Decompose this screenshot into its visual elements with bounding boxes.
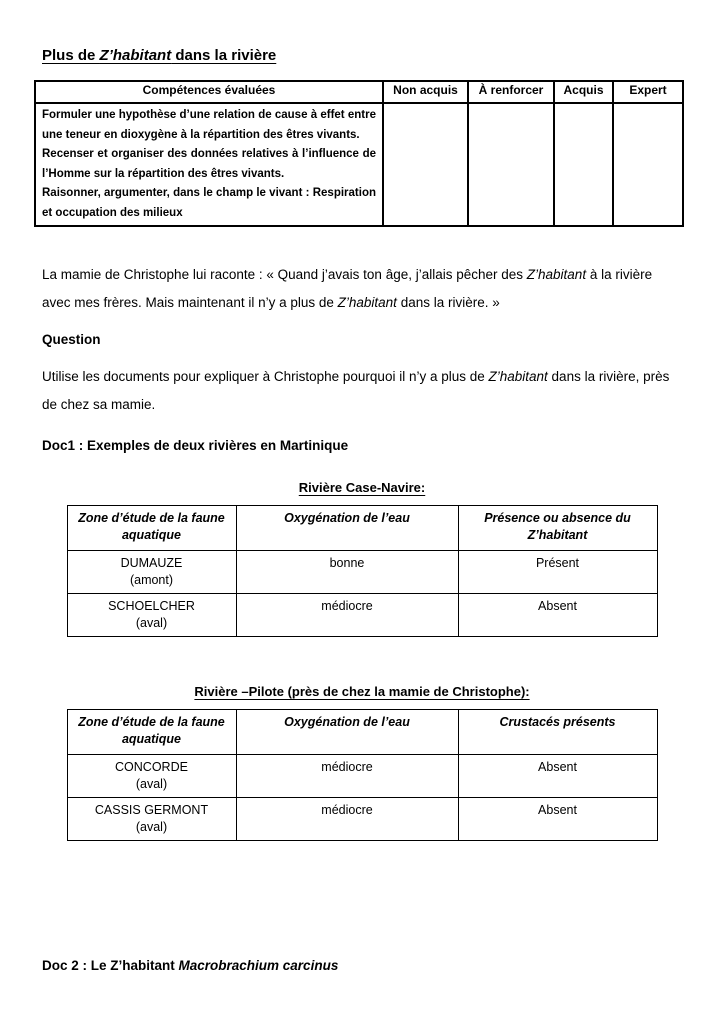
oxygenation-cell: médiocre xyxy=(236,755,458,798)
doc2-text: Doc 2 : Le Z’habitant xyxy=(42,958,179,973)
header-oxygenation: Oxygénation de l’eau xyxy=(236,710,458,755)
zone-cell xyxy=(67,594,236,637)
question-paragraph xyxy=(42,363,682,419)
header-zone-etude: Zone d’étude de la faune aquatique xyxy=(67,710,236,755)
case-navire-title: Rivière Case-Navire: xyxy=(298,480,426,495)
skill-recenser: Recenser et organiser des données relatives à l’influence de l’Homme sur la répartition des êtres vivants. xyxy=(42,148,376,180)
header-presence: Présence ou absence du Z’habitant xyxy=(458,506,657,551)
question-text-2: dans la rivière, près de chez sa mamie. xyxy=(42,369,670,412)
intro-text-1: La mamie de Christophe lui raconte : « Quand j’avais ton âge, j’allais pêcher des xyxy=(42,267,527,282)
competences-header-row xyxy=(35,81,683,103)
intro-paragraph xyxy=(42,261,682,317)
zone-name: DUMAUZE xyxy=(120,556,183,570)
case-navire-table xyxy=(67,505,658,637)
page-title-tail: dans la rivière xyxy=(171,47,277,64)
doc2-species-latin: Macrobrachium carcinus xyxy=(178,958,339,973)
table-row xyxy=(67,551,657,594)
table-row xyxy=(67,594,657,637)
oxygenation-cell: médiocre xyxy=(236,594,458,637)
header-crustaces: Crustacés présents xyxy=(458,710,657,755)
zone-cell xyxy=(67,798,236,841)
pilote-header-row xyxy=(67,710,657,755)
intro-species-1: Z’habitant xyxy=(526,267,587,282)
zone-cell xyxy=(67,551,236,594)
header-a-renforcer: À renforcer xyxy=(468,81,554,103)
doc2-heading xyxy=(42,957,682,975)
zone-name: SCHOELCHER xyxy=(108,599,195,613)
page-title xyxy=(42,46,682,66)
zone-name: CONCORDE xyxy=(115,760,188,774)
page-title-species: Z’habitant xyxy=(99,47,172,64)
presence-cell: Absent xyxy=(458,798,657,841)
zone-detail: (aval) xyxy=(135,616,168,630)
header-acquis: Acquis xyxy=(554,81,613,103)
intro-text-3: dans la rivière. » xyxy=(396,295,500,310)
skill-raisonner: Raisonner, argumenter, dans le champ le vivant : Respiration et occupation des milieux xyxy=(42,187,376,219)
zone-detail: (aval) xyxy=(135,820,168,834)
skill-formuler: Formuler une hypothèse d’une relation de cause à effet entre une teneur en dioxygène à la répartition des êtres vivants. xyxy=(42,109,376,141)
presence-cell: Absent xyxy=(458,594,657,637)
zone-cell xyxy=(67,755,236,798)
grade-cell-a-renforcer xyxy=(468,103,554,226)
zone-detail: (aval) xyxy=(135,777,168,791)
page-title-text: Plus de xyxy=(42,47,100,64)
competences-body-row xyxy=(35,103,683,226)
question-heading: Question xyxy=(42,332,101,347)
table-row xyxy=(67,798,657,841)
header-expert: Expert xyxy=(613,81,683,103)
header-non-acquis: Non acquis xyxy=(383,81,468,103)
case-navire-header-row xyxy=(67,506,657,551)
intro-species-2: Z’habitant xyxy=(337,295,397,310)
grade-cell-expert xyxy=(613,103,683,226)
question-species: Z’habitant xyxy=(488,369,548,384)
competences-table xyxy=(34,80,684,227)
competences-skills-cell xyxy=(35,103,383,226)
grade-cell-non-acquis xyxy=(383,103,468,226)
header-competences-evaluees: Compétences évaluées xyxy=(35,81,383,103)
header-zone-etude: Zone d’étude de la faune aquatique xyxy=(67,506,236,551)
oxygenation-cell: médiocre xyxy=(236,798,458,841)
presence-cell: Présent xyxy=(458,551,657,594)
zone-name: CASSIS GERMONT xyxy=(94,803,209,817)
question-text-1: Utilise les documents pour expliquer à Christophe pourquoi il n’y a plus de xyxy=(42,369,489,384)
pilote-table xyxy=(67,709,658,841)
pilote-title: Rivière –Pilote (près de chez la mamie de Christophe): xyxy=(194,684,530,699)
doc1-heading: Doc1 : Exemples de deux rivières en Martinique xyxy=(42,438,349,453)
grade-cell-acquis xyxy=(554,103,613,226)
presence-cell: Absent xyxy=(458,755,657,798)
oxygenation-cell: bonne xyxy=(236,551,458,594)
table-row xyxy=(67,755,657,798)
header-oxygenation: Oxygénation de l’eau xyxy=(236,506,458,551)
zone-detail: (amont) xyxy=(129,573,174,587)
intro-text-2: à la rivière avec mes frères. Mais maintenant il n’y a plus de xyxy=(42,267,653,310)
